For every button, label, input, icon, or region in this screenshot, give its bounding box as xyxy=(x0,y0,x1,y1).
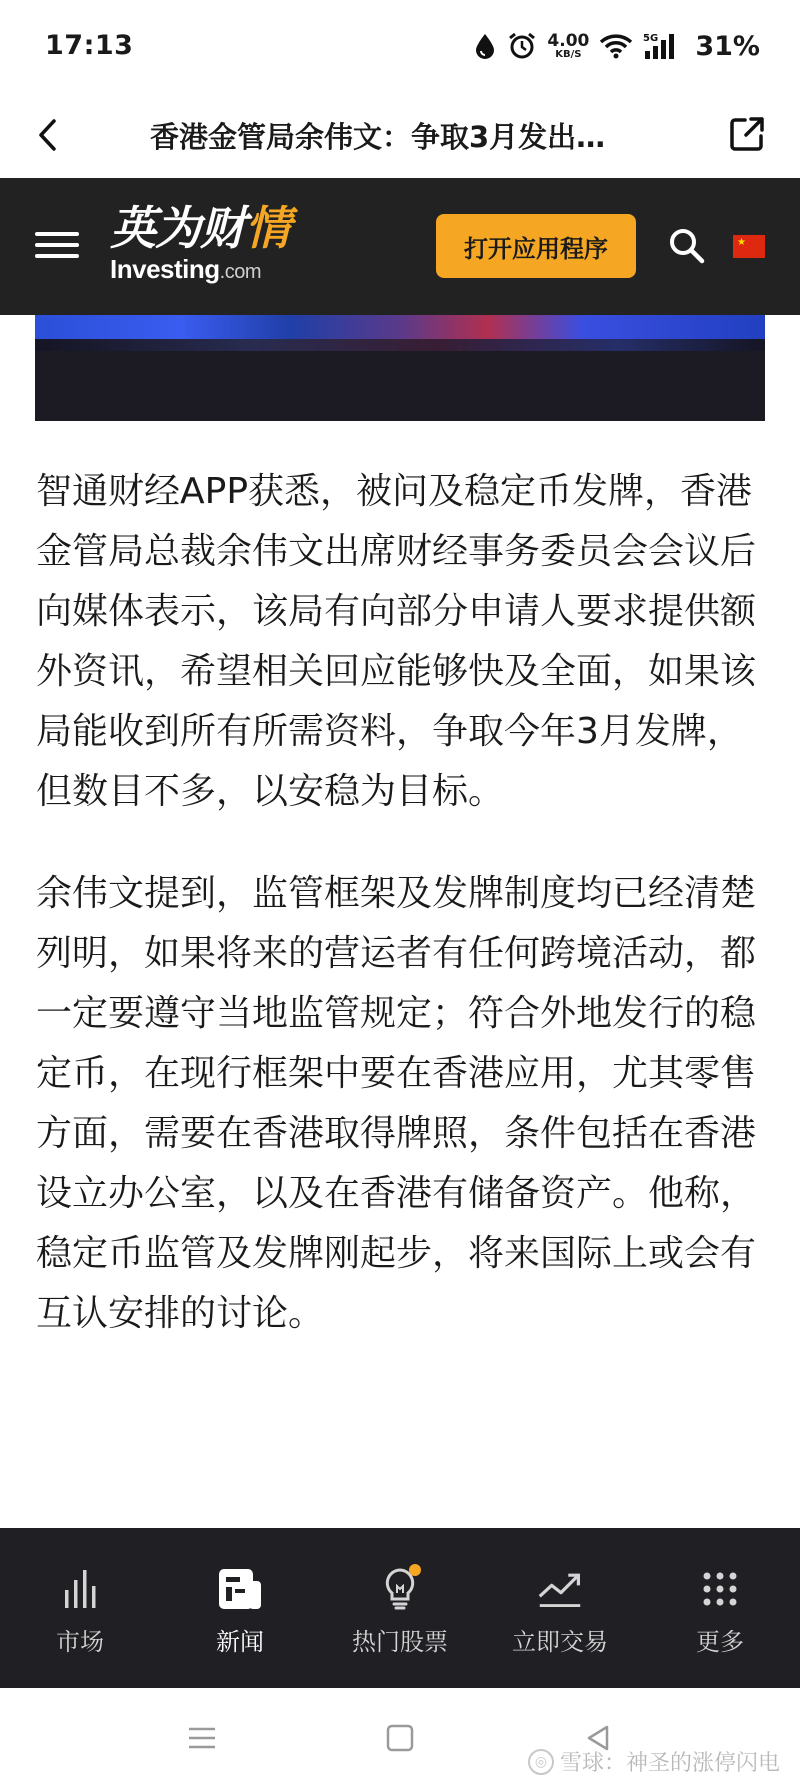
title-bar xyxy=(0,95,800,178)
alarm-icon xyxy=(507,31,537,61)
wifi-icon xyxy=(599,33,633,59)
battery-level: 31% xyxy=(695,30,760,62)
site-header xyxy=(0,178,800,315)
status-bar xyxy=(0,0,800,95)
system-nav-bar xyxy=(0,1688,800,1788)
nav-item-more[interactable]: 更多 xyxy=(640,1528,800,1688)
share-button[interactable] xyxy=(724,111,770,157)
article-body xyxy=(36,462,766,1386)
newspaper-icon xyxy=(217,1566,263,1612)
chevron-left-icon xyxy=(36,117,60,153)
article-hero-image xyxy=(35,315,765,421)
china-flag-icon[interactable]: ★ xyxy=(733,235,765,258)
water-drop-icon xyxy=(473,32,497,60)
trend-up-icon xyxy=(537,1566,583,1612)
bar-chart-icon xyxy=(57,1566,103,1612)
svg-text:5G: 5G xyxy=(643,33,659,44)
grid-dots-icon xyxy=(697,1566,743,1612)
page-title: 香港金管局余伟文：争取3月发出… xyxy=(150,120,606,154)
watermark: ◎ 雪球：神圣的涨停闪电 xyxy=(528,1746,780,1777)
investing-logo[interactable]: 英为财情 Investing.com xyxy=(110,201,290,284)
search-button[interactable] xyxy=(663,222,711,270)
hamburger-menu-icon[interactable] xyxy=(35,228,79,262)
snowball-logo-icon: ◎ xyxy=(528,1749,554,1775)
external-share-icon xyxy=(727,114,767,154)
article-paragraph: 智通财经APP获悉，被问及稳定币发牌，香港金管局总裁余伟文出席财经事务委员会会议后向媒体表示，该局有向部分申请人要求提供额外资讯，希望相关回应能够快及全面，如果该局能收到所有所需资料，争取今年3月发牌，但数目不多，以安稳为目标。 xyxy=(36,471,757,812)
lightbulb-icon xyxy=(377,1566,423,1612)
article-paragraph: 余伟文提到，监管框架及发牌制度均已经清楚列明，如果将来的营运者有任何跨境活动，都一定要遵守当地监管规定；符合外地发行的稳定币，在现行框架中要在香港应用，尤其零售方面，需要在香港取得牌照，条件包括在香港设立办公室，以及在香港有储备资产。他称，稳定币监管及发牌刚起步，将来国际上或会有互认安排的讨论。 xyxy=(36,873,757,1334)
signal-icon xyxy=(643,31,683,61)
bottom-nav xyxy=(0,1528,800,1688)
back-button[interactable] xyxy=(26,113,70,157)
notification-dot xyxy=(409,1564,421,1576)
nav-item-news[interactable]: 新闻 xyxy=(160,1528,320,1688)
recent-apps-icon[interactable] xyxy=(182,1718,222,1758)
nav-item-market[interactable]: 市场 xyxy=(0,1528,160,1688)
search-icon xyxy=(668,227,706,265)
net-speed: 4.00 KB/S xyxy=(547,30,590,60)
nav-item-hot-stocks[interactable]: 热门股票 xyxy=(320,1528,480,1688)
status-icons xyxy=(473,28,760,64)
open-app-button[interactable]: 打开应用程序 xyxy=(436,214,636,278)
home-icon[interactable] xyxy=(380,1718,420,1758)
nav-item-trade-now[interactable]: 立即交易 xyxy=(480,1528,640,1688)
status-time: 17:13 xyxy=(45,30,134,61)
